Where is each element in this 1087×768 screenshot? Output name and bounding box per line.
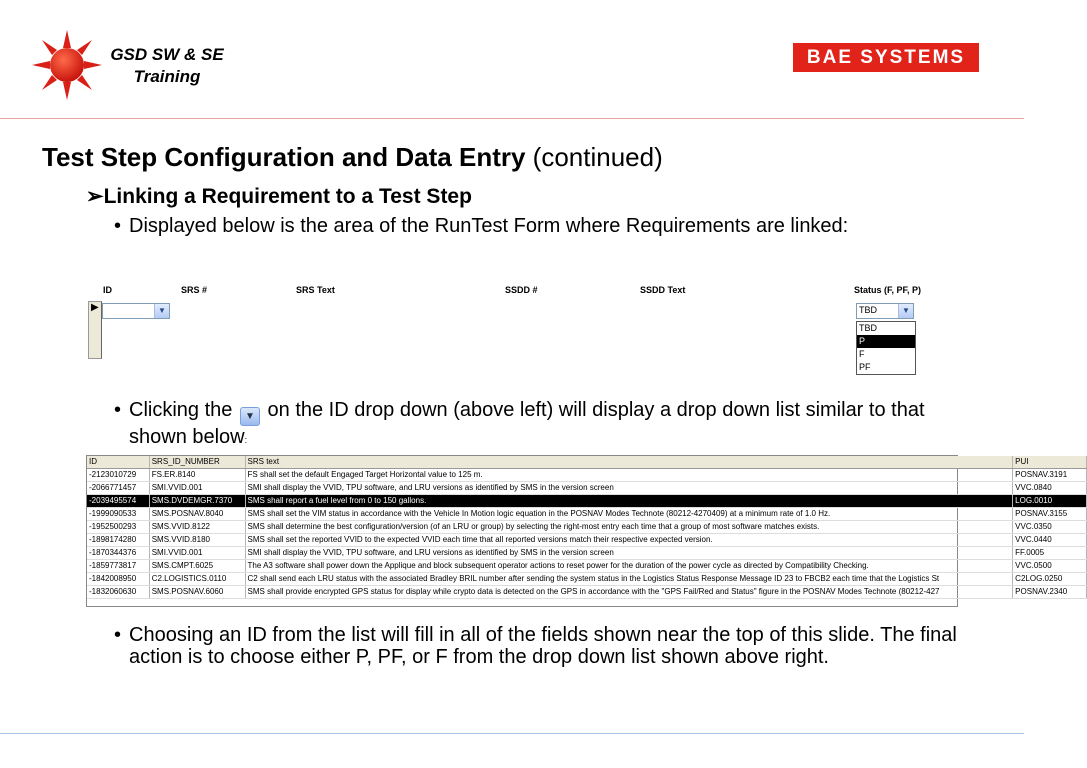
cell-srs-id: SMS.DVDEMGR.7370 — [149, 495, 245, 508]
chevron-down-icon[interactable]: ▼ — [898, 304, 913, 318]
cell-srs-id: SMS.POSNAV.6060 — [149, 586, 245, 599]
cell-id: -2039495574 — [87, 495, 149, 508]
dropdown-button-icon: ▼ — [240, 407, 260, 426]
cell-srs-id: SMS.VVID.8180 — [149, 534, 245, 547]
cell-srs-text: SMI shall display the VVID, TPU software, and LRU versions as identified by SMS in the version screen — [245, 547, 1013, 560]
cell-srs-id: SMS.POSNAV.8040 — [149, 508, 245, 521]
bullet-dot-icon: • — [114, 215, 122, 237]
header-srs-text: SRS Text — [296, 285, 335, 295]
cell-id: -1952500293 — [87, 521, 149, 534]
bullet-1 — [114, 215, 934, 237]
requirements-table — [87, 456, 1087, 599]
column-header-srs-text: SRS text — [245, 456, 1013, 469]
bae-systems-logo: BAE SYSTEMS — [793, 43, 979, 72]
bullet-2-post: on the ID drop down (above left) will display a drop down list similar to that shown below — [129, 399, 925, 448]
table-row[interactable] — [87, 508, 1087, 521]
cell-srs-text: The A3 software shall power down the Applique and block subsequent operator actions to reset power for the duration of the power cycle as directed by Compatibility Checking. — [245, 560, 1013, 573]
cell-srs-id: FS.ER.8140 — [149, 469, 245, 482]
brand-title-line2: Training — [133, 67, 201, 86]
cell-srs-id: C2.LOGISTICS.0110 — [149, 573, 245, 586]
slide-title — [42, 142, 663, 172]
table-header-row — [87, 456, 1087, 469]
cell-id: -2123010729 — [87, 469, 149, 482]
bullet-2-tail: : — [244, 435, 248, 445]
cell-id: -1898174280 — [87, 534, 149, 547]
column-header-srs-id: SRS_ID_NUMBER — [149, 456, 245, 469]
cell-srs-text: SMS shall determine the best configuration/version (of an LRU or group) by selecting the right-most entry each time that a group of most software matches exists. — [245, 521, 1013, 534]
status-option[interactable]: TBD — [859, 323, 877, 333]
cell-id: -1859773817 — [87, 560, 149, 573]
cell-srs-text: FS shall set the default Engaged Target Horizontal value to 125 m. — [245, 469, 1013, 482]
header-status: Status (F, PF, P) — [854, 285, 922, 295]
chevron-down-icon[interactable]: ▼ — [154, 304, 169, 318]
subheading-text: Linking a Requirement to a Test Step — [103, 185, 472, 208]
table-row[interactable] — [87, 521, 1087, 534]
arrow-bullet-icon: ➢ — [86, 185, 104, 208]
requirements-dropdown-list — [86, 455, 1068, 607]
bullet-3 — [114, 624, 974, 668]
cell-pui: C2LOG.0250 — [1013, 573, 1087, 586]
header-ssdd-number: SSDD # — [505, 285, 538, 295]
status-dropdown[interactable] — [856, 303, 914, 319]
record-arrow-icon: ▶ — [91, 302, 99, 313]
cell-srs-id: SMS.VVID.8122 — [149, 521, 245, 534]
bullet-dot-icon: • — [114, 624, 122, 646]
cell-pui: FF.0005 — [1013, 547, 1087, 560]
cell-pui: POSNAV.2340 — [1013, 586, 1087, 599]
table-row[interactable] — [87, 495, 1087, 508]
cell-srs-text: SMS shall set the reported VVID to the expected VVID each time that all reported versions match their respective expected version. — [245, 534, 1013, 547]
cell-pui: POSNAV.3191 — [1013, 469, 1087, 482]
id-dropdown[interactable] — [102, 303, 170, 319]
cell-pui: VVC.0840 — [1013, 482, 1087, 495]
header-ssdd-text: SSDD Text — [640, 285, 686, 295]
cell-id: -1832060630 — [87, 586, 149, 599]
cell-srs-text: C2 shall send each LRU status with the associated Bradley BRIL number after sending the system status in the Logistics Status Response Message ID 23 to FBCB2 each time that the Logistics St — [245, 573, 1013, 586]
table-row[interactable] — [87, 534, 1087, 547]
slide-title-suffix: (continued) — [525, 142, 663, 172]
cell-pui: LOG.0010 — [1013, 495, 1087, 508]
footer-divider — [0, 733, 1024, 734]
column-header-pui: PUI — [1013, 456, 1087, 469]
cell-pui: VVC.0350 — [1013, 521, 1087, 534]
bullet-dot-icon: • — [114, 399, 122, 421]
header-id: ID — [103, 285, 112, 295]
bullet-2-text — [129, 399, 944, 451]
table-row[interactable] — [87, 482, 1087, 495]
subheading — [86, 184, 472, 210]
bullet-2 — [114, 399, 944, 451]
column-header-id: ID — [87, 456, 149, 469]
status-option[interactable]: PF — [859, 362, 871, 372]
table-row[interactable] — [87, 560, 1087, 573]
table-row[interactable] — [87, 469, 1087, 482]
cell-pui: VVC.0440 — [1013, 534, 1087, 547]
cell-pui: VVC.0500 — [1013, 560, 1087, 573]
cell-srs-text: SMI shall display the VVID, TPU software, and LRU versions as identified by SMS in the version screen — [245, 482, 1013, 495]
cell-pui: POSNAV.3155 — [1013, 508, 1087, 521]
cell-id: -1842008950 — [87, 573, 149, 586]
brand-title-line1: GSD SW & SE — [110, 45, 224, 64]
cell-srs-id: SMI.VVID.001 — [149, 482, 245, 495]
bullet-1-text: Displayed below is the area of the RunTest Form where Requirements are linked: — [129, 215, 849, 237]
table-row[interactable] — [87, 586, 1087, 599]
table-row[interactable] — [87, 547, 1087, 560]
header-srs-number: SRS # — [181, 285, 208, 295]
cell-srs-id: SMS.CMPT.6025 — [149, 560, 245, 573]
runtest-form-area — [88, 283, 928, 383]
header-divider — [0, 118, 1024, 119]
table-row[interactable] — [87, 573, 1087, 586]
bullet-3-text: Choosing an ID from the list will fill in all of the fields shown near the top of this slide. The final action is to choose either P, PF, or F from the drop down list shown above right. — [129, 624, 957, 668]
cell-srs-id: SMI.VVID.001 — [149, 547, 245, 560]
record-selector[interactable] — [88, 301, 102, 359]
bullet-2-pre: Clicking the — [129, 399, 233, 421]
cell-id: -1999090533 — [87, 508, 149, 521]
cell-srs-text: SMS shall report a fuel level from 0 to 150 gallons. — [245, 495, 1013, 508]
cell-id: -2066771457 — [87, 482, 149, 495]
cell-id: -1870344376 — [87, 547, 149, 560]
requirements-table-body — [87, 469, 1087, 599]
brand-title — [92, 44, 242, 88]
cell-srs-text: SMS shall provide encrypted GPS status for display while crypto data is detected on the GPS in accordance with the "GPS Fail/Red and Status" figure in the POSNAV Modes Technote (80212-427 — [245, 586, 1013, 599]
status-dropdown-list — [856, 321, 916, 375]
status-option-selected[interactable]: P — [857, 335, 915, 348]
status-dropdown-value: TBD — [859, 305, 877, 315]
slide-title-main: Test Step Configuration and Data Entry — [42, 142, 526, 172]
status-option[interactable]: F — [859, 349, 865, 359]
cell-srs-text: SMS shall set the VIM status in accordance with the Vehicle In Motion logic equation in the POSNAV Modes Technote (80212-4270409) at a minimum rate of 1.0 Hz. — [245, 508, 1013, 521]
